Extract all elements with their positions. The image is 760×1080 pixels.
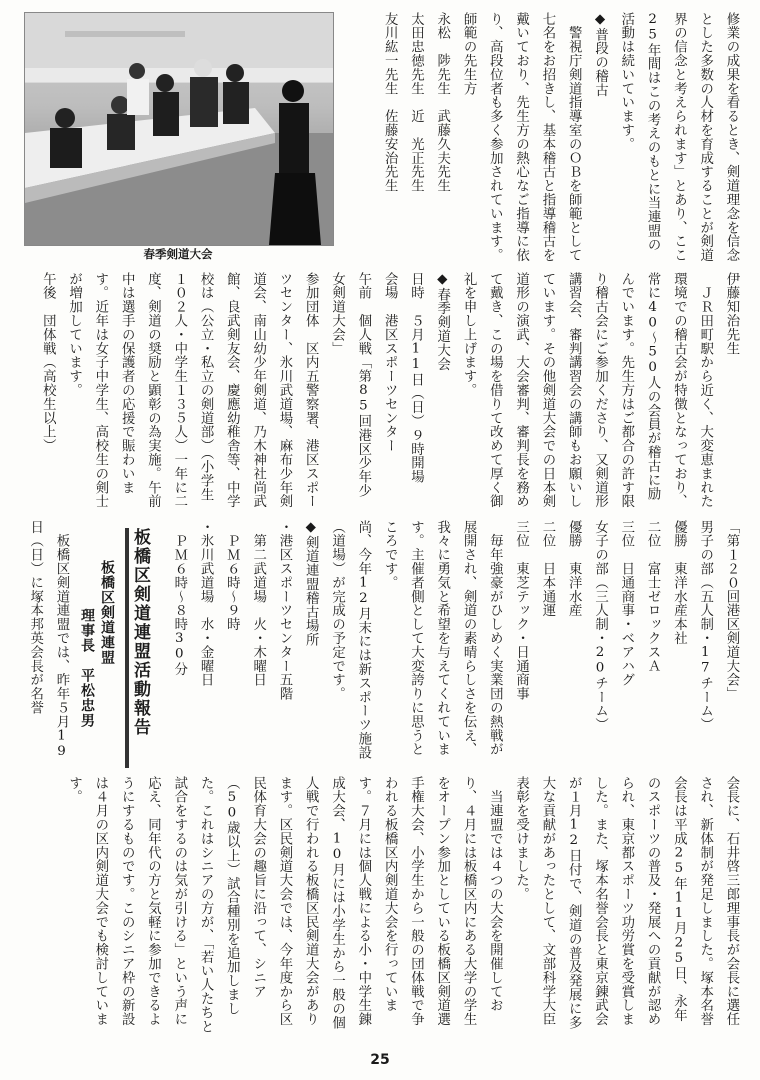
text-block-top-right: 修業の成果を看るとき、剣道理念を信念とした多数の人材を育成することが剣道界の信念と考えられます」とあり、ここ25年間はこの考えのもとに当連盟の活動は続いています。 ◆普段の稽古 警視庁剣道指導室のＯＢを師範として七名をお招きし、基本稽古と指導稽古を戴いており、先生方の熱心なご指導に依り、高段位者も多く参加されています。 師範の先生方 永松 陟先生 武藤久夫先生 太田忠徳先生 近 光正先生 友川紘一先生 佐藤安治先生 [382,12,739,263]
text-block-results: 「第１２０回港区剣道大会」 男子の部（五人制・17チーム） 優勝 東洋水産本社 二位 富士ゼロックスＡ 三位 日通商事・ベアハグ 女子の部（三人制・20チーム） 優勝 東洋水産 二位 日本通運 三位 東芝テック・日通商事 毎年強豪がひしめく実業団の熱戦が展開され、剣道の素晴らしさを伝え、我々に勇気と希望を与えてくれています。主催者側として大変誇りに思うところです。 尚、今年12月末には新スポーツ施設（道場）が完成の予定です。 ◆剣道連盟稽古場所 ・港区スポーツセンター五階 第二武道場 火・木曜日 ＰＭ６時～９時 ・氷川武道場 水・金曜日 ＰＭ６時～８時30分 [171,520,739,760]
article-author: 理事長 平松忠男 [79,608,95,728]
text-block-mid-right: 伊藤知治先生 ＪＲ田町駅から近く、大変恵まれた環境での稽古会が特徴となっており、常に40～50人の会員が稽古に励んでいます。先生方はご都合の許す限り稽古会にご参加くださり、又剣道形講習会、審判講習会の講師もお願いしています。その他剣道大会での日本剣道形の演武、大会審判、審判長を務めて戴き、この場を借りて改めて厚く御礼を申し上げます。 ◆春季剣道大会 日時 ５月11日（日）９時開場 会場 港区スポーツセンター 午前 個人戦「第85回港区少年少女剣道大会」 参加団体 区内五警察署、港区スポーツセンター、氷川武道場、麻布少年剣道会、南山幼少年剣道、乃木神社尚武館、良武剣友会、慶應幼稚舎等、中学校は（公立・私立の剣道部）（小学生１０２人・中学生１３５人）一年に二度、剣道の奨励と顕彰の為実施。午前中は選手の保護者の応援で賑わいます。近年は女子中学生、高校生の剣士が増加しています。 午後 団体戦（高校生以上） [40,272,739,509]
text-block-article-start: 板橋区剣道連盟では、昨年５月19日（日）に塚本邦英会長が名誉 [27,520,69,760]
article-organization: 板橋区剣道連盟 [99,560,115,665]
article-title: 板橋区剣道連盟活動報告 [130,528,150,737]
page-number: 25 [370,1052,390,1068]
text-block-bottom: 会長に、石井啓三郎理事長が会長に選任され、新体制が発足しました。塚本名誉会長は平成25年11月25日、永年のスポーツの普及・発展への貢献が認められ、東京都スポーツ功労賞を受賞しました。また、塚本名誉会長と東京錬武会が１月12日付で、剣道の普及発展に多大な貢献があったとして、文部科学大臣表彰を受けました。 当連盟では４つの大会を開催しており、４月には板橋区内にある大学の学生をオープン参加としている板橋区剣道選手権大会、小学生から一般の団体戦で争われる板橋区内剣道大会を行っています。７月には個人戦による小・中学生錬成大会、10月には小学生から一般の個人戦で行われる板橋区民剣道大会があります。区民剣道大会では、今年度から区民体育大会の趣旨に沿って、シニア（50歳以上）試合種別を追加しました。これはシニアの方が、「若い人たちと試合をするのは気が引ける」という声に応え、同年代の方と気軽に参加できるようにするものです。このシニア枠の新設は４月の区内剣道大会でも検討しています。 [66,776,739,1034]
photo-illustration [25,13,333,245]
tournament-photo [24,12,334,246]
photo-caption: 春季剣道大会 [143,247,213,261]
